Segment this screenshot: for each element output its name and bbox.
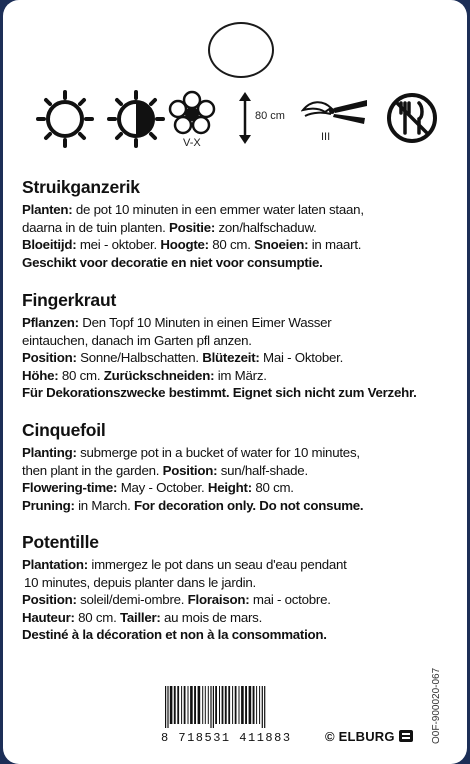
flower-icon bbox=[168, 90, 216, 136]
text-run: soleil/demi-ombre. bbox=[76, 592, 188, 608]
pruning-shears-icon bbox=[301, 96, 369, 128]
section-french bbox=[22, 532, 462, 644]
not-edible-icon bbox=[385, 91, 439, 145]
barcode-bar bbox=[167, 686, 168, 728]
brand-label bbox=[325, 729, 413, 744]
barcode-bar bbox=[194, 686, 196, 724]
section-title: Struikganzerik bbox=[22, 177, 140, 197]
plant-label bbox=[3, 0, 467, 764]
bold-term: Pflanzen: bbox=[22, 315, 79, 330]
text-run: 80 cm. bbox=[74, 609, 120, 625]
brand-name: © ELBURG bbox=[325, 729, 395, 744]
barcode-bar bbox=[256, 686, 257, 724]
bold-term: Destiné à la décoration et non à la consommation. bbox=[22, 627, 327, 643]
bold-term: Geschikt voor decoratie en niet voor consumptie. bbox=[22, 254, 323, 270]
text-run: Den Topf 10 Minuten in einen Eimer Wasser bbox=[78, 315, 332, 330]
elburg-logo-icon bbox=[399, 730, 413, 742]
text-line bbox=[22, 219, 462, 237]
half-shade-icon bbox=[107, 90, 165, 148]
barcode-bar bbox=[170, 686, 173, 724]
barcode-bar bbox=[188, 686, 189, 724]
barcode-bar bbox=[205, 686, 206, 724]
barcode-bar bbox=[264, 686, 265, 728]
barcode-bar bbox=[241, 686, 244, 724]
pruning-month-label: III bbox=[321, 131, 331, 143]
text-run: submerge pot in a bucket of water for 10 minutes, bbox=[76, 445, 360, 460]
barcode-bar bbox=[174, 686, 176, 724]
section-english bbox=[22, 420, 462, 514]
text-run: au mois de mars. bbox=[160, 609, 263, 625]
text-line bbox=[22, 384, 462, 402]
text-line bbox=[22, 462, 462, 480]
bold-term: Planten: bbox=[22, 202, 73, 217]
text-line bbox=[22, 332, 462, 350]
barcode-bar bbox=[184, 686, 186, 724]
text-run: in maart. bbox=[308, 237, 362, 253]
barcode-bar bbox=[165, 686, 166, 728]
text-run: in March. bbox=[74, 497, 134, 513]
bold-term: Für Dekorationszwecke bestimmt. Eignet sich nicht zum Verzehr. bbox=[22, 385, 417, 401]
bold-term: Position: bbox=[22, 350, 77, 366]
barcode-bar bbox=[222, 686, 224, 724]
barcode-bar bbox=[225, 686, 227, 724]
bold-term: Hoogte: bbox=[160, 237, 209, 253]
section-title: Potentille bbox=[22, 532, 99, 552]
bold-term: Floraison: bbox=[187, 592, 250, 608]
barcode-bar bbox=[190, 686, 193, 724]
text-run: Sonne/Halbschatten. bbox=[76, 350, 203, 366]
text-run: 80 cm. bbox=[58, 367, 104, 383]
text-run: daarna in de tuin planten. bbox=[22, 219, 170, 235]
bold-term: Bloeitijd: bbox=[22, 237, 77, 253]
section-title: Fingerkraut bbox=[22, 290, 117, 310]
text-run: Mai - Oktober. bbox=[259, 350, 344, 366]
flowering-months-label: V-X bbox=[183, 137, 201, 149]
barcode-bar bbox=[235, 686, 237, 724]
barcode bbox=[163, 686, 303, 728]
barcode-bar bbox=[219, 686, 220, 724]
text-line bbox=[22, 349, 462, 367]
bold-term: Snoeien: bbox=[254, 237, 309, 253]
bold-term: Zurückschneiden: bbox=[103, 367, 215, 383]
text-line bbox=[22, 236, 462, 254]
bold-term: For decoration only. Do not consume. bbox=[133, 497, 364, 513]
barcode-bar bbox=[259, 686, 260, 724]
bold-term: Positie: bbox=[169, 219, 216, 235]
bold-term: Position: bbox=[162, 462, 218, 478]
care-icons-row bbox=[3, 86, 467, 156]
bold-term: Flowering-time: bbox=[22, 480, 118, 496]
text-run: im März. bbox=[214, 367, 267, 383]
text-run: then plant in the garden. bbox=[22, 462, 163, 478]
text-run: zon/halfschaduw. bbox=[215, 219, 317, 235]
height-value-label: 80 cm bbox=[255, 110, 285, 122]
section-title: Cinquefoil bbox=[22, 420, 106, 440]
text-run: mai - octobre. bbox=[249, 592, 331, 608]
bold-term: Hauteur: bbox=[22, 609, 75, 625]
full-sun-icon bbox=[36, 90, 94, 148]
barcode-bar bbox=[239, 686, 240, 724]
text-line bbox=[22, 574, 462, 592]
text-line bbox=[22, 367, 462, 385]
section-dutch bbox=[22, 177, 462, 271]
text-line bbox=[22, 591, 462, 609]
product-code: O0F-900020-067 bbox=[431, 667, 442, 744]
bold-term: Plantation: bbox=[22, 557, 88, 572]
text-line bbox=[22, 556, 462, 574]
text-run: sun/half-shade. bbox=[217, 462, 308, 478]
text-line bbox=[22, 479, 462, 497]
bold-term: Höhe: bbox=[22, 367, 59, 383]
text-line bbox=[22, 444, 462, 462]
text-line bbox=[22, 201, 462, 219]
barcode-bar bbox=[232, 686, 233, 724]
barcode-bar bbox=[181, 686, 182, 724]
text-line bbox=[22, 609, 462, 627]
text-run: immergez le pot dans un seau d'eau pendant bbox=[87, 557, 347, 572]
barcode-bar bbox=[210, 686, 211, 728]
text-run: eintauchen, danach im Garten pfl anzen. bbox=[22, 332, 252, 348]
barcode-number: 8 718531 411883 bbox=[161, 731, 292, 745]
barcode-bar bbox=[253, 686, 255, 724]
text-line bbox=[22, 254, 462, 272]
text-line bbox=[22, 314, 462, 332]
bold-term: Height: bbox=[207, 480, 252, 496]
bold-term: Blütezeit: bbox=[202, 350, 260, 366]
hanger-hole bbox=[208, 22, 274, 78]
bold-term: Pruning: bbox=[22, 497, 75, 513]
barcode-bar bbox=[177, 686, 179, 724]
bold-term: Position: bbox=[22, 592, 77, 608]
text-run: mei - oktober. bbox=[76, 237, 161, 253]
barcode-bar bbox=[228, 686, 230, 724]
text-run: 10 minutes, depuis planter dans le jardin. bbox=[24, 574, 256, 590]
height-arrow-icon bbox=[238, 92, 252, 144]
text-line bbox=[22, 626, 462, 644]
bold-term: Planting: bbox=[22, 445, 77, 460]
bold-term: Tailler: bbox=[119, 609, 161, 625]
barcode-bar bbox=[262, 686, 263, 728]
text-line bbox=[22, 497, 462, 515]
barcode-bar bbox=[198, 686, 201, 724]
barcode-bar bbox=[245, 686, 247, 724]
section-german bbox=[22, 290, 462, 402]
barcode-bar bbox=[208, 686, 209, 724]
barcode-bar bbox=[215, 686, 217, 724]
text-run: 80 cm. bbox=[251, 480, 294, 496]
text-run: May - October. bbox=[117, 480, 208, 496]
text-run: 80 cm. bbox=[208, 237, 255, 253]
text-run: de pot 10 minuten in een emmer water laten staan, bbox=[72, 202, 364, 217]
barcode-bar bbox=[249, 686, 252, 724]
barcode-bar bbox=[213, 686, 214, 728]
barcode-bar bbox=[202, 686, 203, 724]
